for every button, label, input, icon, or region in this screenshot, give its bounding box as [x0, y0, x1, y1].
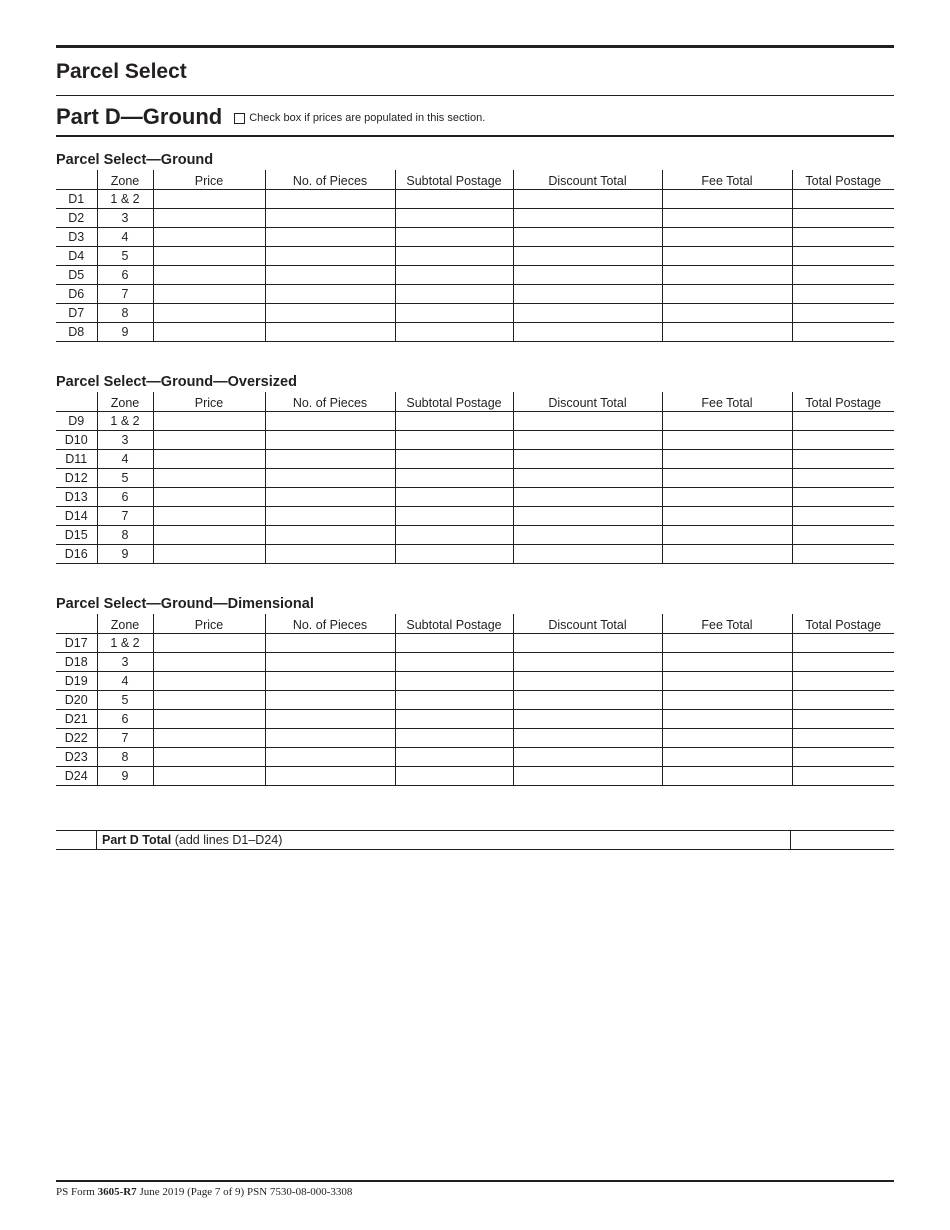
entry-cell[interactable] — [153, 246, 265, 265]
header-blank — [56, 392, 97, 411]
entry-cell[interactable] — [265, 189, 395, 208]
entry-cell[interactable] — [662, 227, 792, 246]
entry-cell[interactable] — [792, 322, 894, 341]
entry-cell[interactable] — [792, 728, 894, 747]
entry-cell[interactable] — [792, 671, 894, 690]
entry-cell[interactable] — [153, 449, 265, 468]
entry-cell[interactable] — [265, 690, 395, 709]
section-ground — [56, 150, 894, 342]
entry-cell[interactable] — [395, 411, 513, 430]
entry-cell[interactable] — [662, 633, 792, 652]
column-header: No. of Pieces — [265, 614, 395, 633]
entry-cell[interactable] — [513, 544, 662, 563]
table-row — [56, 322, 894, 341]
total-line-cell — [56, 831, 97, 849]
entry-cell[interactable] — [662, 468, 792, 487]
table-row — [56, 227, 894, 246]
entry-cell[interactable] — [513, 652, 662, 671]
entry-cell[interactable] — [395, 449, 513, 468]
entry-cell[interactable] — [513, 525, 662, 544]
entry-cell[interactable] — [265, 322, 395, 341]
zone-cell: 8 — [97, 747, 153, 766]
entry-cell[interactable] — [265, 671, 395, 690]
entry-cell[interactable] — [792, 709, 894, 728]
entry-cell[interactable] — [395, 766, 513, 785]
entry-cell[interactable] — [153, 468, 265, 487]
entry-cell[interactable] — [395, 246, 513, 265]
entry-cell[interactable] — [662, 728, 792, 747]
table-row — [56, 506, 894, 525]
header-blank — [56, 614, 97, 633]
line-number: D16 — [56, 544, 97, 563]
entry-cell[interactable] — [265, 284, 395, 303]
table-row — [56, 246, 894, 265]
entry-cell[interactable] — [153, 487, 265, 506]
entry-cell[interactable] — [395, 303, 513, 322]
table-row — [56, 468, 894, 487]
entry-cell[interactable] — [153, 525, 265, 544]
table-header-row — [56, 170, 894, 189]
zone-cell: 1 & 2 — [97, 411, 153, 430]
table-row — [56, 411, 894, 430]
entry-cell[interactable] — [792, 652, 894, 671]
part-d-total-row — [56, 830, 894, 850]
zone-cell: 6 — [97, 709, 153, 728]
prices-populated-checkbox[interactable] — [234, 113, 245, 124]
column-header: Price — [153, 170, 265, 189]
entry-cell[interactable] — [513, 690, 662, 709]
entry-cell[interactable] — [662, 265, 792, 284]
entry-cell[interactable] — [513, 303, 662, 322]
entry-cell[interactable] — [662, 430, 792, 449]
entry-cell[interactable] — [153, 544, 265, 563]
line-number: D5 — [56, 265, 97, 284]
table-row — [56, 671, 894, 690]
table-row — [56, 766, 894, 785]
column-header: Zone — [97, 170, 153, 189]
column-header: Fee Total — [662, 392, 792, 411]
entry-cell[interactable] — [153, 303, 265, 322]
entry-cell[interactable] — [395, 189, 513, 208]
table-row — [56, 709, 894, 728]
line-number: D17 — [56, 633, 97, 652]
column-header: Total Postage — [792, 170, 894, 189]
entry-cell[interactable] — [662, 525, 792, 544]
entry-cell[interactable] — [265, 468, 395, 487]
entry-cell[interactable] — [153, 671, 265, 690]
column-header: Discount Total — [513, 170, 662, 189]
entry-cell[interactable] — [662, 690, 792, 709]
entry-cell[interactable] — [153, 411, 265, 430]
table-row — [56, 449, 894, 468]
zone-cell: 5 — [97, 690, 153, 709]
entry-cell[interactable] — [265, 652, 395, 671]
zone-cell: 7 — [97, 284, 153, 303]
entry-cell[interactable] — [395, 506, 513, 525]
entry-cell[interactable] — [662, 246, 792, 265]
zone-cell: 9 — [97, 322, 153, 341]
line-number: D6 — [56, 284, 97, 303]
line-number: D10 — [56, 430, 97, 449]
top-rule — [56, 45, 894, 48]
entry-cell[interactable] — [662, 284, 792, 303]
entry-cell[interactable] — [265, 633, 395, 652]
line-number: D15 — [56, 525, 97, 544]
entry-cell[interactable] — [265, 487, 395, 506]
entry-cell[interactable] — [792, 246, 894, 265]
table-row — [56, 430, 894, 449]
rate-table — [56, 392, 894, 564]
entry-cell[interactable] — [792, 506, 894, 525]
entry-cell[interactable] — [513, 709, 662, 728]
line-number: D23 — [56, 747, 97, 766]
entry-cell[interactable] — [265, 208, 395, 227]
zone-cell: 8 — [97, 303, 153, 322]
entry-cell[interactable] — [792, 284, 894, 303]
total-label — [97, 831, 791, 849]
entry-cell[interactable] — [153, 652, 265, 671]
total-label-bold: Part D Total — [102, 833, 172, 847]
entry-cell[interactable] — [662, 303, 792, 322]
entry-cell[interactable] — [265, 766, 395, 785]
zone-cell: 4 — [97, 671, 153, 690]
entry-cell[interactable] — [513, 430, 662, 449]
zone-cell: 8 — [97, 525, 153, 544]
entry-cell[interactable] — [395, 487, 513, 506]
entry-cell[interactable] — [792, 544, 894, 563]
entry-cell[interactable] — [662, 189, 792, 208]
table-row — [56, 747, 894, 766]
entry-cell[interactable] — [265, 728, 395, 747]
section-title: Parcel Select—Ground — [56, 152, 214, 168]
entry-cell[interactable] — [792, 208, 894, 227]
entry-cell[interactable] — [513, 322, 662, 341]
line-number: D1 — [56, 189, 97, 208]
checkbox-label: Check box if prices are populated in this section. — [249, 112, 486, 124]
entry-cell[interactable] — [513, 728, 662, 747]
table-row — [56, 487, 894, 506]
entry-cell[interactable] — [153, 265, 265, 284]
entry-cell[interactable] — [792, 487, 894, 506]
entry-cell[interactable] — [513, 487, 662, 506]
entry-cell[interactable] — [513, 246, 662, 265]
divider — [56, 135, 894, 137]
column-header: No. of Pieces — [265, 170, 395, 189]
table-row — [56, 652, 894, 671]
line-number: D12 — [56, 468, 97, 487]
entry-cell[interactable] — [792, 227, 894, 246]
entry-cell[interactable] — [792, 747, 894, 766]
line-number: D13 — [56, 487, 97, 506]
table-row — [56, 690, 894, 709]
entry-cell[interactable] — [513, 449, 662, 468]
table-row — [56, 284, 894, 303]
entry-cell[interactable] — [513, 468, 662, 487]
entry-cell[interactable] — [662, 747, 792, 766]
section-ground-dimensional — [56, 594, 894, 786]
entry-cell[interactable] — [662, 766, 792, 785]
entry-cell[interactable] — [265, 747, 395, 766]
footer-prefix: PS Form — [56, 1186, 98, 1198]
entry-cell[interactable] — [513, 747, 662, 766]
entry-cell[interactable] — [265, 430, 395, 449]
line-number: D3 — [56, 227, 97, 246]
column-header: Zone — [97, 392, 153, 411]
entry-cell[interactable] — [265, 246, 395, 265]
table-row — [56, 265, 894, 284]
entry-cell[interactable] — [662, 449, 792, 468]
entry-cell[interactable] — [153, 633, 265, 652]
entry-cell[interactable] — [153, 208, 265, 227]
zone-cell: 9 — [97, 544, 153, 563]
table-row — [56, 544, 894, 563]
entry-cell[interactable] — [395, 728, 513, 747]
entry-cell[interactable] — [395, 633, 513, 652]
table-row — [56, 525, 894, 544]
entry-cell[interactable] — [395, 208, 513, 227]
line-number: D4 — [56, 246, 97, 265]
entry-cell[interactable] — [153, 284, 265, 303]
entry-cell[interactable] — [265, 506, 395, 525]
section-title: Parcel Select—Ground—Dimensional — [56, 596, 314, 612]
entry-cell[interactable] — [153, 747, 265, 766]
entry-cell[interactable] — [395, 430, 513, 449]
entry-cell[interactable] — [513, 766, 662, 785]
entry-cell[interactable] — [513, 284, 662, 303]
table-row — [56, 303, 894, 322]
entry-cell[interactable] — [153, 430, 265, 449]
entry-cell[interactable] — [395, 544, 513, 563]
zone-cell: 5 — [97, 246, 153, 265]
part-d-total-input[interactable] — [791, 831, 894, 849]
entry-cell[interactable] — [395, 709, 513, 728]
zone-cell: 7 — [97, 506, 153, 525]
entry-cell[interactable] — [662, 671, 792, 690]
entry-cell[interactable] — [265, 265, 395, 284]
zone-cell: 6 — [97, 265, 153, 284]
column-header: Total Postage — [792, 392, 894, 411]
entry-cell[interactable] — [662, 208, 792, 227]
line-number: D2 — [56, 208, 97, 227]
table-row — [56, 728, 894, 747]
section-ground-oversized — [56, 372, 894, 564]
entry-cell[interactable] — [513, 633, 662, 652]
entry-cell[interactable] — [265, 411, 395, 430]
entry-cell[interactable] — [792, 430, 894, 449]
line-number: D22 — [56, 728, 97, 747]
line-number: D24 — [56, 766, 97, 785]
entry-cell[interactable] — [513, 227, 662, 246]
form-footer — [56, 1186, 352, 1198]
entry-cell[interactable] — [662, 487, 792, 506]
entry-cell[interactable] — [395, 468, 513, 487]
entry-cell[interactable] — [153, 728, 265, 747]
entry-cell[interactable] — [265, 525, 395, 544]
column-header: Total Postage — [792, 614, 894, 633]
entry-cell[interactable] — [153, 322, 265, 341]
entry-cell[interactable] — [265, 544, 395, 563]
line-number: D7 — [56, 303, 97, 322]
entry-cell[interactable] — [395, 525, 513, 544]
total-label-rest: (add lines D1–D24) — [171, 833, 283, 847]
column-header: Subtotal Postage — [395, 614, 513, 633]
line-number: D11 — [56, 449, 97, 468]
header-blank — [56, 170, 97, 189]
entry-cell[interactable] — [792, 189, 894, 208]
entry-cell[interactable] — [395, 284, 513, 303]
entry-cell[interactable] — [513, 411, 662, 430]
line-number: D21 — [56, 709, 97, 728]
entry-cell[interactable] — [153, 766, 265, 785]
entry-cell[interactable] — [792, 633, 894, 652]
entry-cell[interactable] — [395, 690, 513, 709]
column-header: Discount Total — [513, 392, 662, 411]
divider — [56, 95, 894, 96]
footer-details: June 2019 (Page 7 of 9) PSN 7530-08-000-3308 — [136, 1186, 353, 1198]
entry-cell[interactable] — [265, 449, 395, 468]
zone-cell: 1 & 2 — [97, 189, 153, 208]
column-header: Price — [153, 392, 265, 411]
entry-cell[interactable] — [792, 303, 894, 322]
line-number: D8 — [56, 322, 97, 341]
entry-cell[interactable] — [153, 227, 265, 246]
entry-cell[interactable] — [513, 265, 662, 284]
entry-cell[interactable] — [792, 468, 894, 487]
line-number: D19 — [56, 671, 97, 690]
zone-cell: 3 — [97, 208, 153, 227]
entry-cell[interactable] — [792, 265, 894, 284]
line-number: D9 — [56, 411, 97, 430]
entry-cell[interactable] — [513, 506, 662, 525]
zone-cell: 9 — [97, 766, 153, 785]
entry-cell[interactable] — [662, 322, 792, 341]
entry-cell[interactable] — [792, 449, 894, 468]
entry-cell[interactable] — [513, 671, 662, 690]
zone-cell: 3 — [97, 430, 153, 449]
entry-cell[interactable] — [153, 709, 265, 728]
zone-cell: 5 — [97, 468, 153, 487]
column-header: Zone — [97, 614, 153, 633]
entry-cell[interactable] — [265, 227, 395, 246]
entry-cell[interactable] — [265, 303, 395, 322]
entry-cell[interactable] — [662, 506, 792, 525]
section-title: Parcel Select—Ground—Oversized — [56, 374, 297, 390]
zone-cell: 1 & 2 — [97, 633, 153, 652]
zone-cell: 4 — [97, 449, 153, 468]
column-header: Subtotal Postage — [395, 392, 513, 411]
zone-cell: 3 — [97, 652, 153, 671]
bottom-rule — [56, 1180, 894, 1182]
line-number: D18 — [56, 652, 97, 671]
entry-cell[interactable] — [662, 544, 792, 563]
page-title: Parcel Select — [56, 60, 187, 83]
entry-cell[interactable] — [265, 709, 395, 728]
zone-cell: 7 — [97, 728, 153, 747]
entry-cell[interactable] — [513, 189, 662, 208]
table-row — [56, 633, 894, 652]
column-header: Price — [153, 614, 265, 633]
column-header: Subtotal Postage — [395, 170, 513, 189]
entry-cell[interactable] — [513, 208, 662, 227]
zone-cell: 4 — [97, 227, 153, 246]
line-number: D14 — [56, 506, 97, 525]
table-header-row — [56, 392, 894, 411]
table-row — [56, 189, 894, 208]
entry-cell[interactable] — [395, 265, 513, 284]
table-header-row — [56, 614, 894, 633]
entry-cell[interactable] — [662, 652, 792, 671]
part-title: Part D—Ground — [56, 104, 223, 129]
entry-cell[interactable] — [662, 411, 792, 430]
rate-table — [56, 614, 894, 786]
zone-cell: 6 — [97, 487, 153, 506]
footer-form-number: 3605-R7 — [97, 1186, 137, 1198]
entry-cell[interactable] — [153, 189, 265, 208]
part-header — [56, 102, 485, 132]
entry-cell[interactable] — [792, 411, 894, 430]
entry-cell[interactable] — [395, 652, 513, 671]
entry-cell[interactable] — [792, 525, 894, 544]
line-number: D20 — [56, 690, 97, 709]
rate-table — [56, 170, 894, 342]
column-header: Discount Total — [513, 614, 662, 633]
entry-cell[interactable] — [792, 690, 894, 709]
entry-cell[interactable] — [395, 227, 513, 246]
entry-cell[interactable] — [153, 690, 265, 709]
column-header: Fee Total — [662, 170, 792, 189]
table-row — [56, 208, 894, 227]
entry-cell[interactable] — [395, 747, 513, 766]
entry-cell[interactable] — [153, 506, 265, 525]
entry-cell[interactable] — [395, 671, 513, 690]
column-header: No. of Pieces — [265, 392, 395, 411]
entry-cell[interactable] — [792, 766, 894, 785]
entry-cell[interactable] — [662, 709, 792, 728]
entry-cell[interactable] — [395, 322, 513, 341]
column-header: Fee Total — [662, 614, 792, 633]
